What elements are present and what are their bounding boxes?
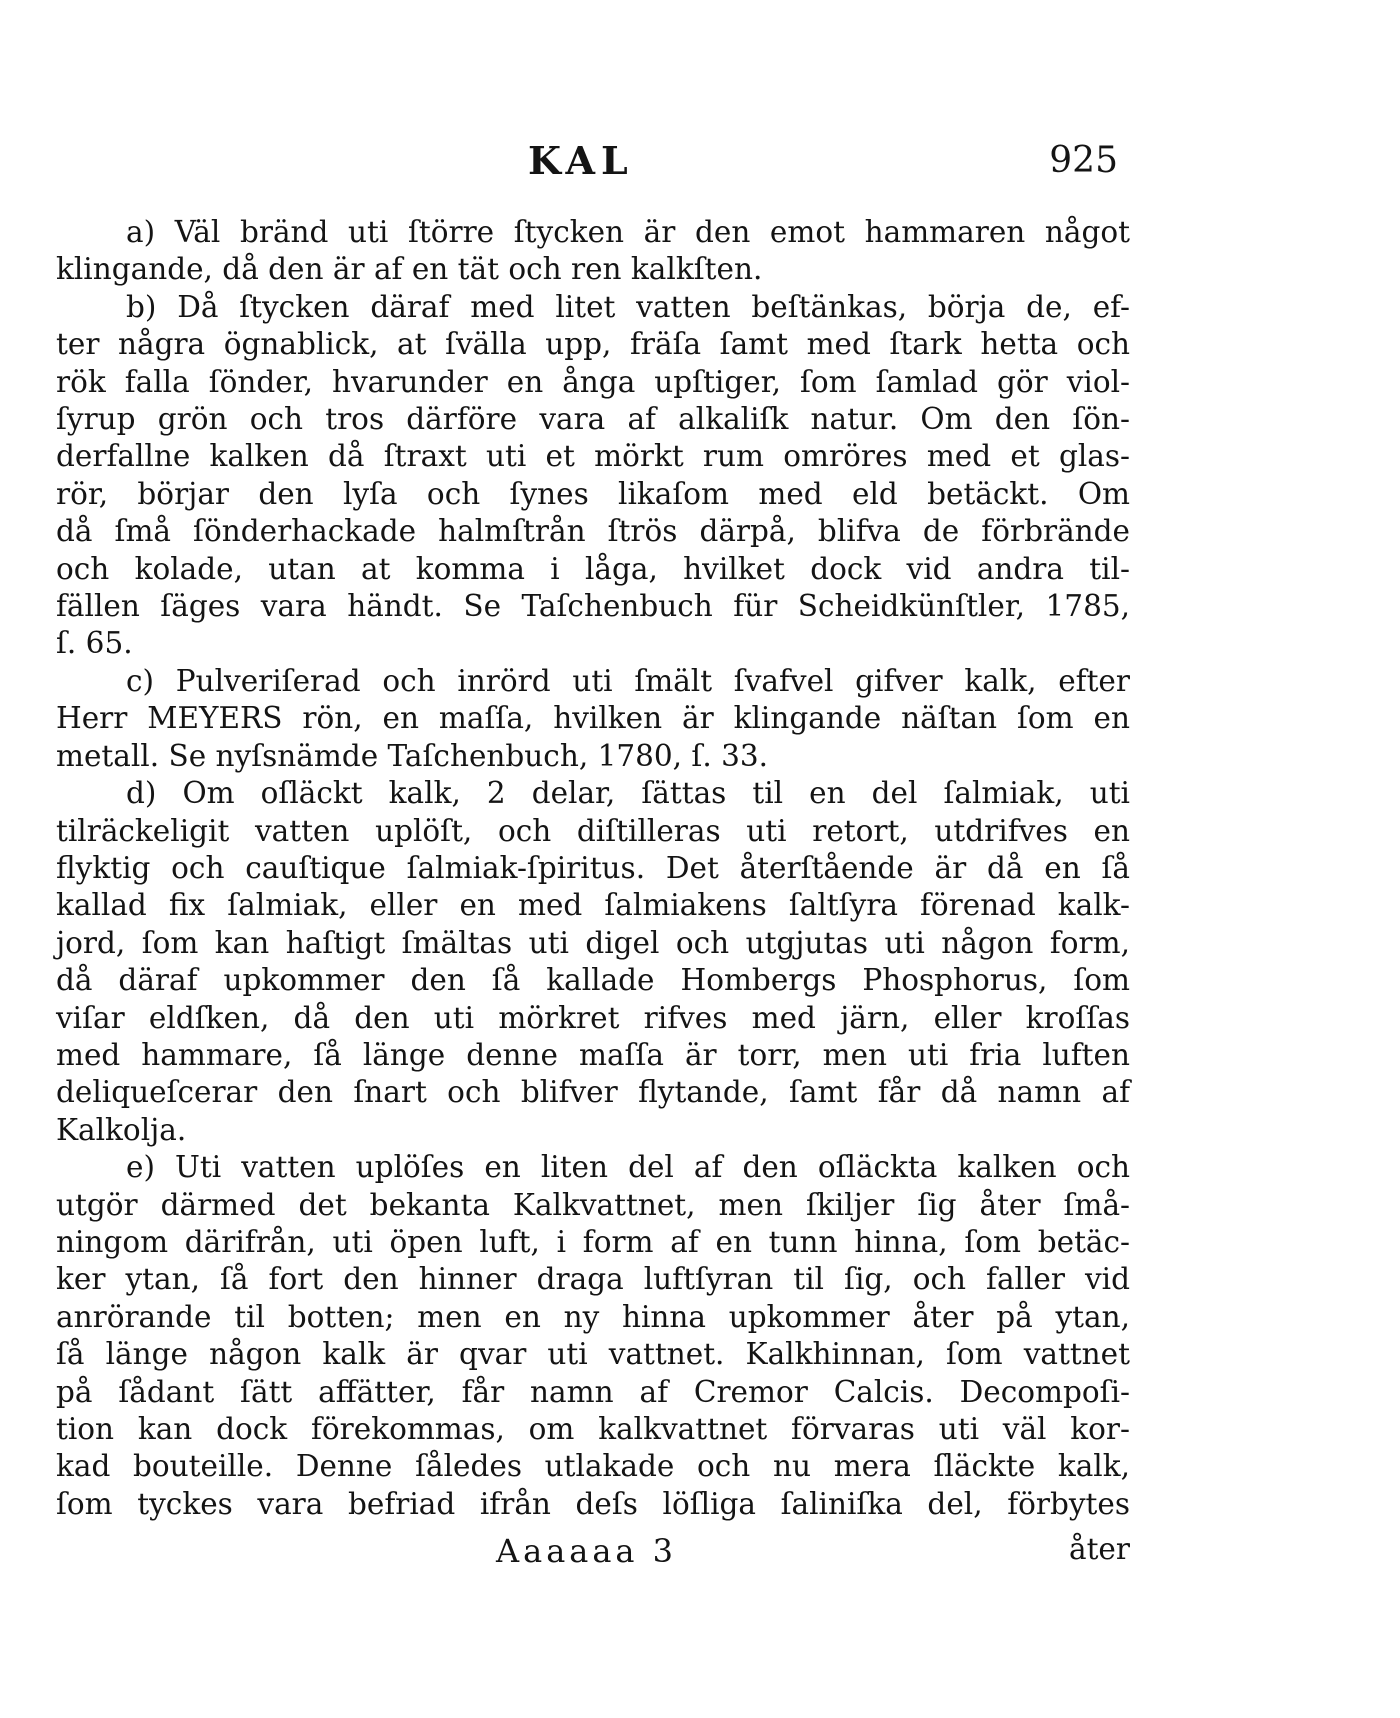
text-line: b) Då ſtycken däraf med litet vatten beſtänkas, börja de, ef- bbox=[126, 289, 1130, 324]
text-line: och kolade, utan at komma i låga, hvilket dock vid andra til- bbox=[56, 551, 1130, 586]
text-line: viſar eldſken, då den uti mörkret rifves med järn, eller kroſſas bbox=[56, 1000, 1130, 1035]
text-line: deliqueſcerar den ſnart och blifver flytande, ſamt får då namn af bbox=[56, 1075, 1130, 1110]
text-line: jord, ſom kan haſtigt ſmältas uti digel och utgjutas uti någon form, bbox=[56, 925, 1130, 960]
text-line: rök falla ſönder, hvarunder en ånga upſtiger, ſom ſamlad gör viol- bbox=[56, 364, 1130, 399]
text-line: metall. Se nyſsnämde Taſchenbuch, 1780, ſ. 33. bbox=[56, 738, 768, 773]
text-line: ſyrup grön och tros därföre vara af alkaliſk natur. Om den ſön- bbox=[56, 402, 1130, 437]
text-line: flyktig och cauſtique ſalmiak-ſpiritus. Det återſtående är då en ſå bbox=[56, 850, 1130, 885]
page-header bbox=[56, 138, 1126, 188]
text-line: kad bouteille. Denne ſåledes utlakade och nu mera ſläckte kalk, bbox=[56, 1449, 1130, 1484]
text-line: kallad fix ſalmiak, eller en med ſalmiakens ſaltſyra förenad kalk- bbox=[56, 888, 1130, 923]
text-line: ſom tyckes vara befriad ifrån deſs löſliga ſaliniſka del, förbytes bbox=[56, 1486, 1130, 1521]
text-line: Kalkolja. bbox=[56, 1112, 187, 1147]
text-line: ter några ögnablick, at ſvälla upp, fräſa ſamt med ſtark hetta och bbox=[56, 327, 1130, 362]
text-line: ningom därifrån, uti öpen luft, i form af en tunn hinna, ſom betäc- bbox=[56, 1224, 1130, 1259]
text-line: fällen ſäges vara händt. Se Taſchenbuch für Scheidkünſtler, 1785, bbox=[56, 589, 1130, 624]
running-head: KAL bbox=[528, 138, 634, 183]
text-line: med hammare, ſå länge denne maſſa är torr, men uti fria luften bbox=[56, 1037, 1130, 1072]
signature-mark: Aaaaaa 3 bbox=[496, 1532, 678, 1570]
text-line: klingande, då den är af en tät och ren kalkſten. bbox=[56, 252, 763, 287]
text-line: ſå länge någon kalk är qvar uti vattnet. Kalkhinnan, ſom vattnet bbox=[56, 1337, 1130, 1372]
text-line: anrörande til botten; men en ny hinna upkommer åter på ytan, bbox=[56, 1299, 1130, 1334]
text-line: d) Om oſläckt kalk, 2 delar, ſättas til en del ſalmiak, uti bbox=[126, 776, 1130, 811]
text-line: c) Pulveriſerad och inrörd uti ſmält ſvafvel gifver kalk, efter bbox=[126, 663, 1130, 698]
text-line: ker ytan, ſå fort den hinner draga luftſyran til ſig, och faller vid bbox=[56, 1262, 1130, 1297]
text-line: tion kan dock förekommas, om kalkvattnet förvaras uti väl kor- bbox=[56, 1412, 1130, 1446]
text-line: Herr MEYERS rön, en maſſa, hvilken är klingande näſtan ſom en bbox=[56, 701, 1130, 736]
text-line: då ſmå ſönderhackade halmſtrån ſtrös därpå, blifva de förbrände bbox=[56, 514, 1130, 549]
text-line: då däraf upkommer den ſå kallade Hombergs Phosphorus, ſom bbox=[56, 963, 1130, 998]
text-line: på ſådant ſätt affätter, får namn af Cremor Calcis. Decompoſi- bbox=[56, 1374, 1130, 1409]
text-line: utgör därmed det bekanta Kalkvattnet, men ſkiljer ſig åter ſmå- bbox=[56, 1187, 1130, 1222]
body-text bbox=[56, 214, 1130, 1523]
text-line: tilräckeligit vatten uplöſt, och diſtilleras uti retort, utdrifves en bbox=[56, 813, 1130, 848]
catchword: åter bbox=[1068, 1532, 1130, 1566]
page-number: 925 bbox=[1049, 140, 1118, 181]
text-line: ſ. 65. bbox=[56, 626, 133, 661]
page-footer bbox=[56, 1532, 1130, 1576]
text-line: derfallne kalken då ſtraxt uti et mörkt rum omröres med et glas- bbox=[56, 439, 1130, 474]
text-line: e) Uti vatten uplöſes en liten del af den oſläckta kalken och bbox=[126, 1150, 1130, 1185]
text-line: a) Väl bränd uti ſtörre ſtycken är den emot hammaren något bbox=[126, 215, 1130, 249]
text-line: rör, börjar den lyſa och ſynes likaſom med eld betäckt. Om bbox=[56, 476, 1130, 511]
